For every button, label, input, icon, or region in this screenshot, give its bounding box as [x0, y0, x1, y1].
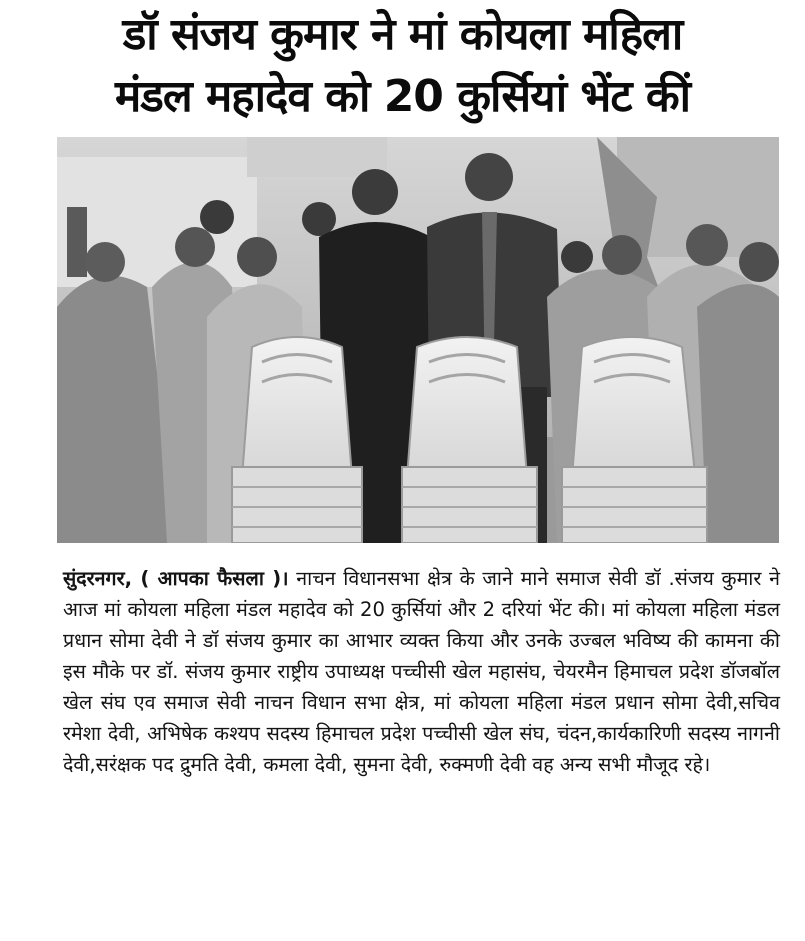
news-photo: [57, 137, 779, 543]
headline-line-1: डॉ संजय कुमार ने मां कोयला महिला: [122, 9, 683, 60]
article-body: [63, 563, 780, 780]
cropped-headline-fragment: [145, 920, 705, 941]
group-photo: [57, 137, 779, 543]
article-text: नाचन विधानसभा क्षेत्र के जाने माने समाज सेवी डॉ .संजय कुमार ने आज मां कोयला महिला मंडल महादेव को 20 कुर्सियां और 2 दरियां भेंट की। मां कोयला महिला मंडल प्रधान सोमा देवी ने डॉ संजय कुमार का आभार व्यक्त किया और उनके उज्बल भविष्य की कामना की इस मौके पर डॉ. संजय कुमार राष्ट्रीय उपाध्यक्ष पच्चीसी खेल महासंघ, चेयरमैन हिमाचल प्रदेश डॉजबॉल खेल संघ एव समाज सेवी नाचन विधान सभा क्षेत्र, मां कोयला महिला मंडल प्रधान सोमा देवी,सचिव रमेशा देवी, अभिषेक कश्यप सदस्य हिमाचल प्रदेश पच्चीसी खेल संघ, चंदन,कार्यकारिणी सदस्य नागनी देवी,सरंक्षक पद द्रुमति देवी, कमला देवी, सुमना देवी, रुक्मणी देवी वह अन्य सभी मौजूद रहे।: [63, 567, 780, 776]
article-dateline: सुंदरनगर, ( आपका फैसला )।: [63, 567, 289, 590]
headline: [0, 4, 805, 128]
next-article-headline-cropped: [145, 920, 705, 941]
headline-line-2: मंडल महादेव को 20 कुर्सियां भेंट कीं: [114, 71, 691, 122]
